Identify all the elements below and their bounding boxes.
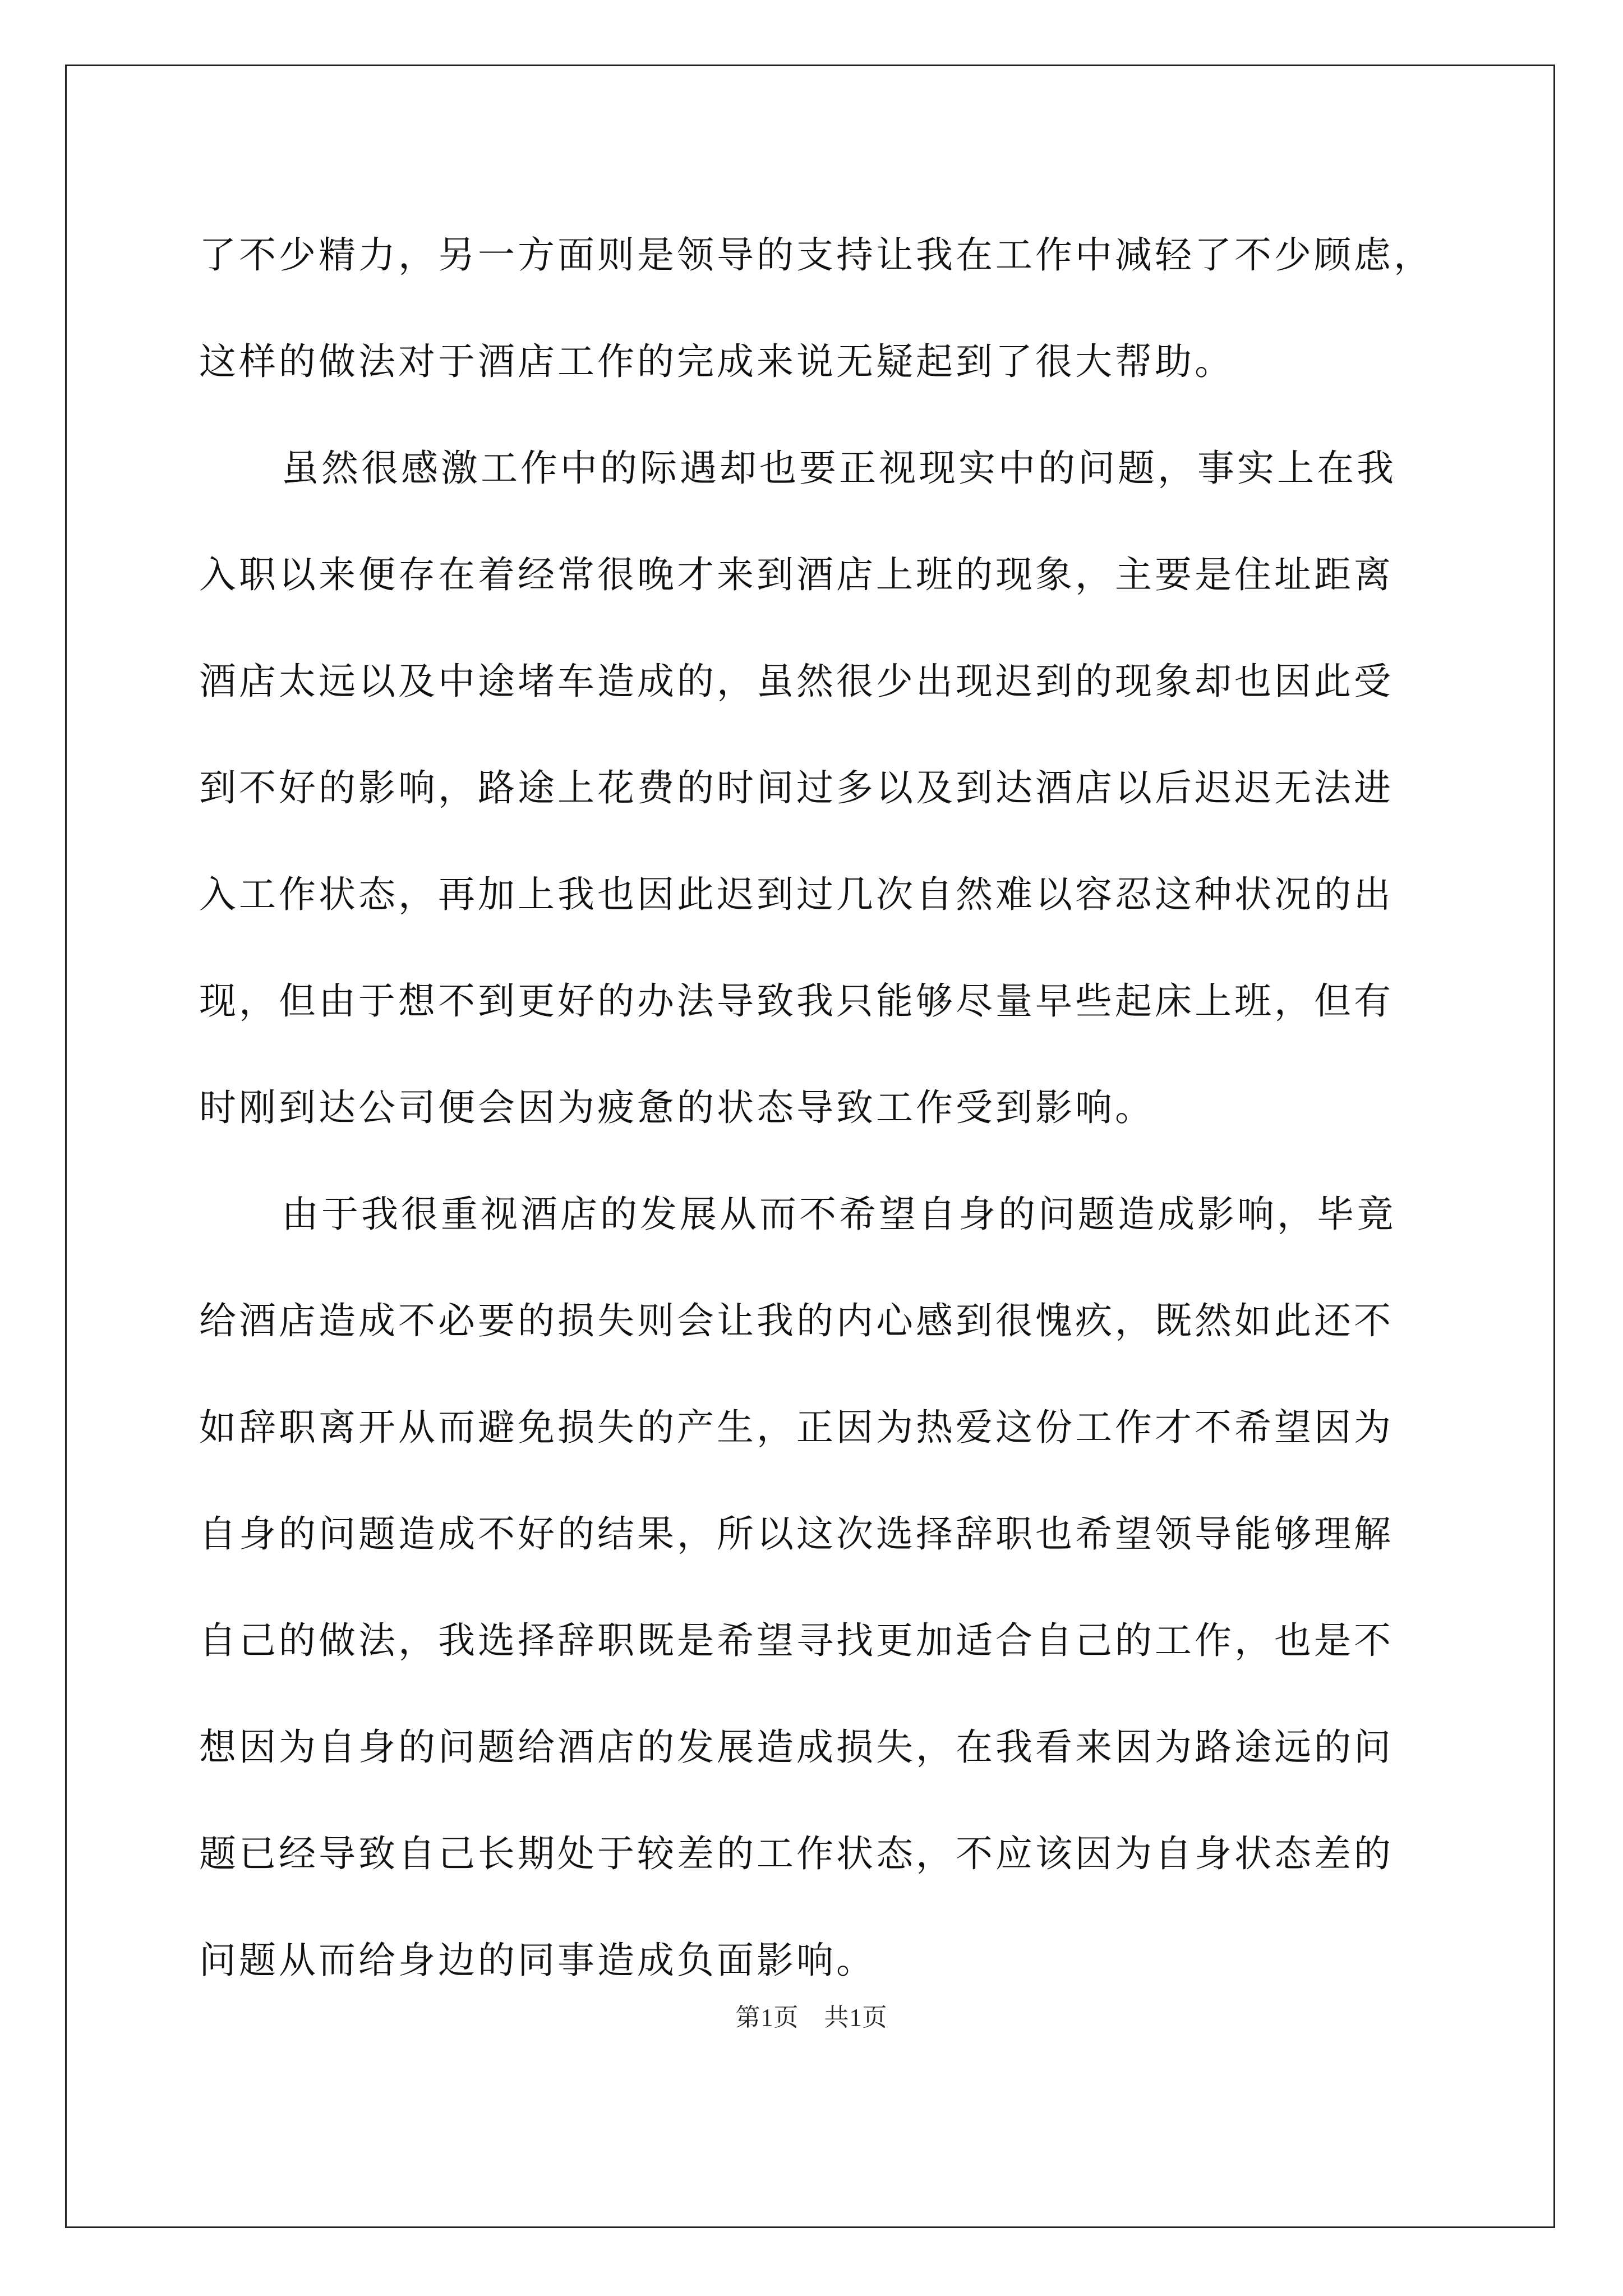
text-line: 到不好的影响，路途上花费的时间过多以及到达酒店以后迟迟无法进 [199,766,1394,809]
text-line: 自己的做法，我选择辞职既是希望寻找更加适合自己的工作，也是不 [199,1619,1394,1662]
text-line: 现，但由于想不到更好的办法导致我只能够尽量早些起床上班，但有 [199,979,1394,1023]
text-line: 入职以来便存在着经常很晚才来到酒店上班的现象，主要是住址距离 [199,553,1394,596]
text-line: 问题从而给身边的同事造成负面影响。 [199,1939,876,1982]
text-line: 时刚到达公司便会因为疲惫的状态导致工作受到影响。 [199,1086,1155,1129]
document-body [199,202,1433,2014]
paragraph-first-line: 由于我很重视酒店的发展从而不希望自身的问题造成影响，毕竟 [282,1193,1396,1236]
text-line: 了不少精力，另一方面则是领导的支持让我在工作中减轻了不少顾虑， [199,233,1433,277]
text-line: 这样的做法对于酒店工作的完成来说无疑起到了很大帮助。 [199,340,1234,383]
page-number-footer: 第1页 共1页 [735,2004,888,2031]
text-line: 如辞职离开从而避免损失的产生，正因为热爱这份工作才不希望因为 [199,1406,1394,1449]
text-line: 入工作状态，再加上我也因此迟到过几次自然难以容忍这种状况的出 [199,873,1394,916]
text-line: 自身的问题造成不好的结果，所以这次选择辞职也希望领导能够理解 [199,1512,1394,1556]
text-line: 给酒店造成不必要的损失则会让我的内心感到很愧疚，既然如此还不 [199,1299,1394,1342]
text-line: 酒店太远以及中途堵车造成的，虽然很少出现迟到的现象却也因此受 [199,660,1394,703]
paragraph-first-line: 虽然很感激工作中的际遇却也要正视现实中的问题，事实上在我 [282,447,1396,490]
text-line: 想因为自身的问题给酒店的发展造成损失，在我看来因为路途远的问 [199,1726,1394,1769]
text-line: 题已经导致自己长期处于较差的工作状态，不应该因为自身状态差的 [199,1832,1394,1875]
